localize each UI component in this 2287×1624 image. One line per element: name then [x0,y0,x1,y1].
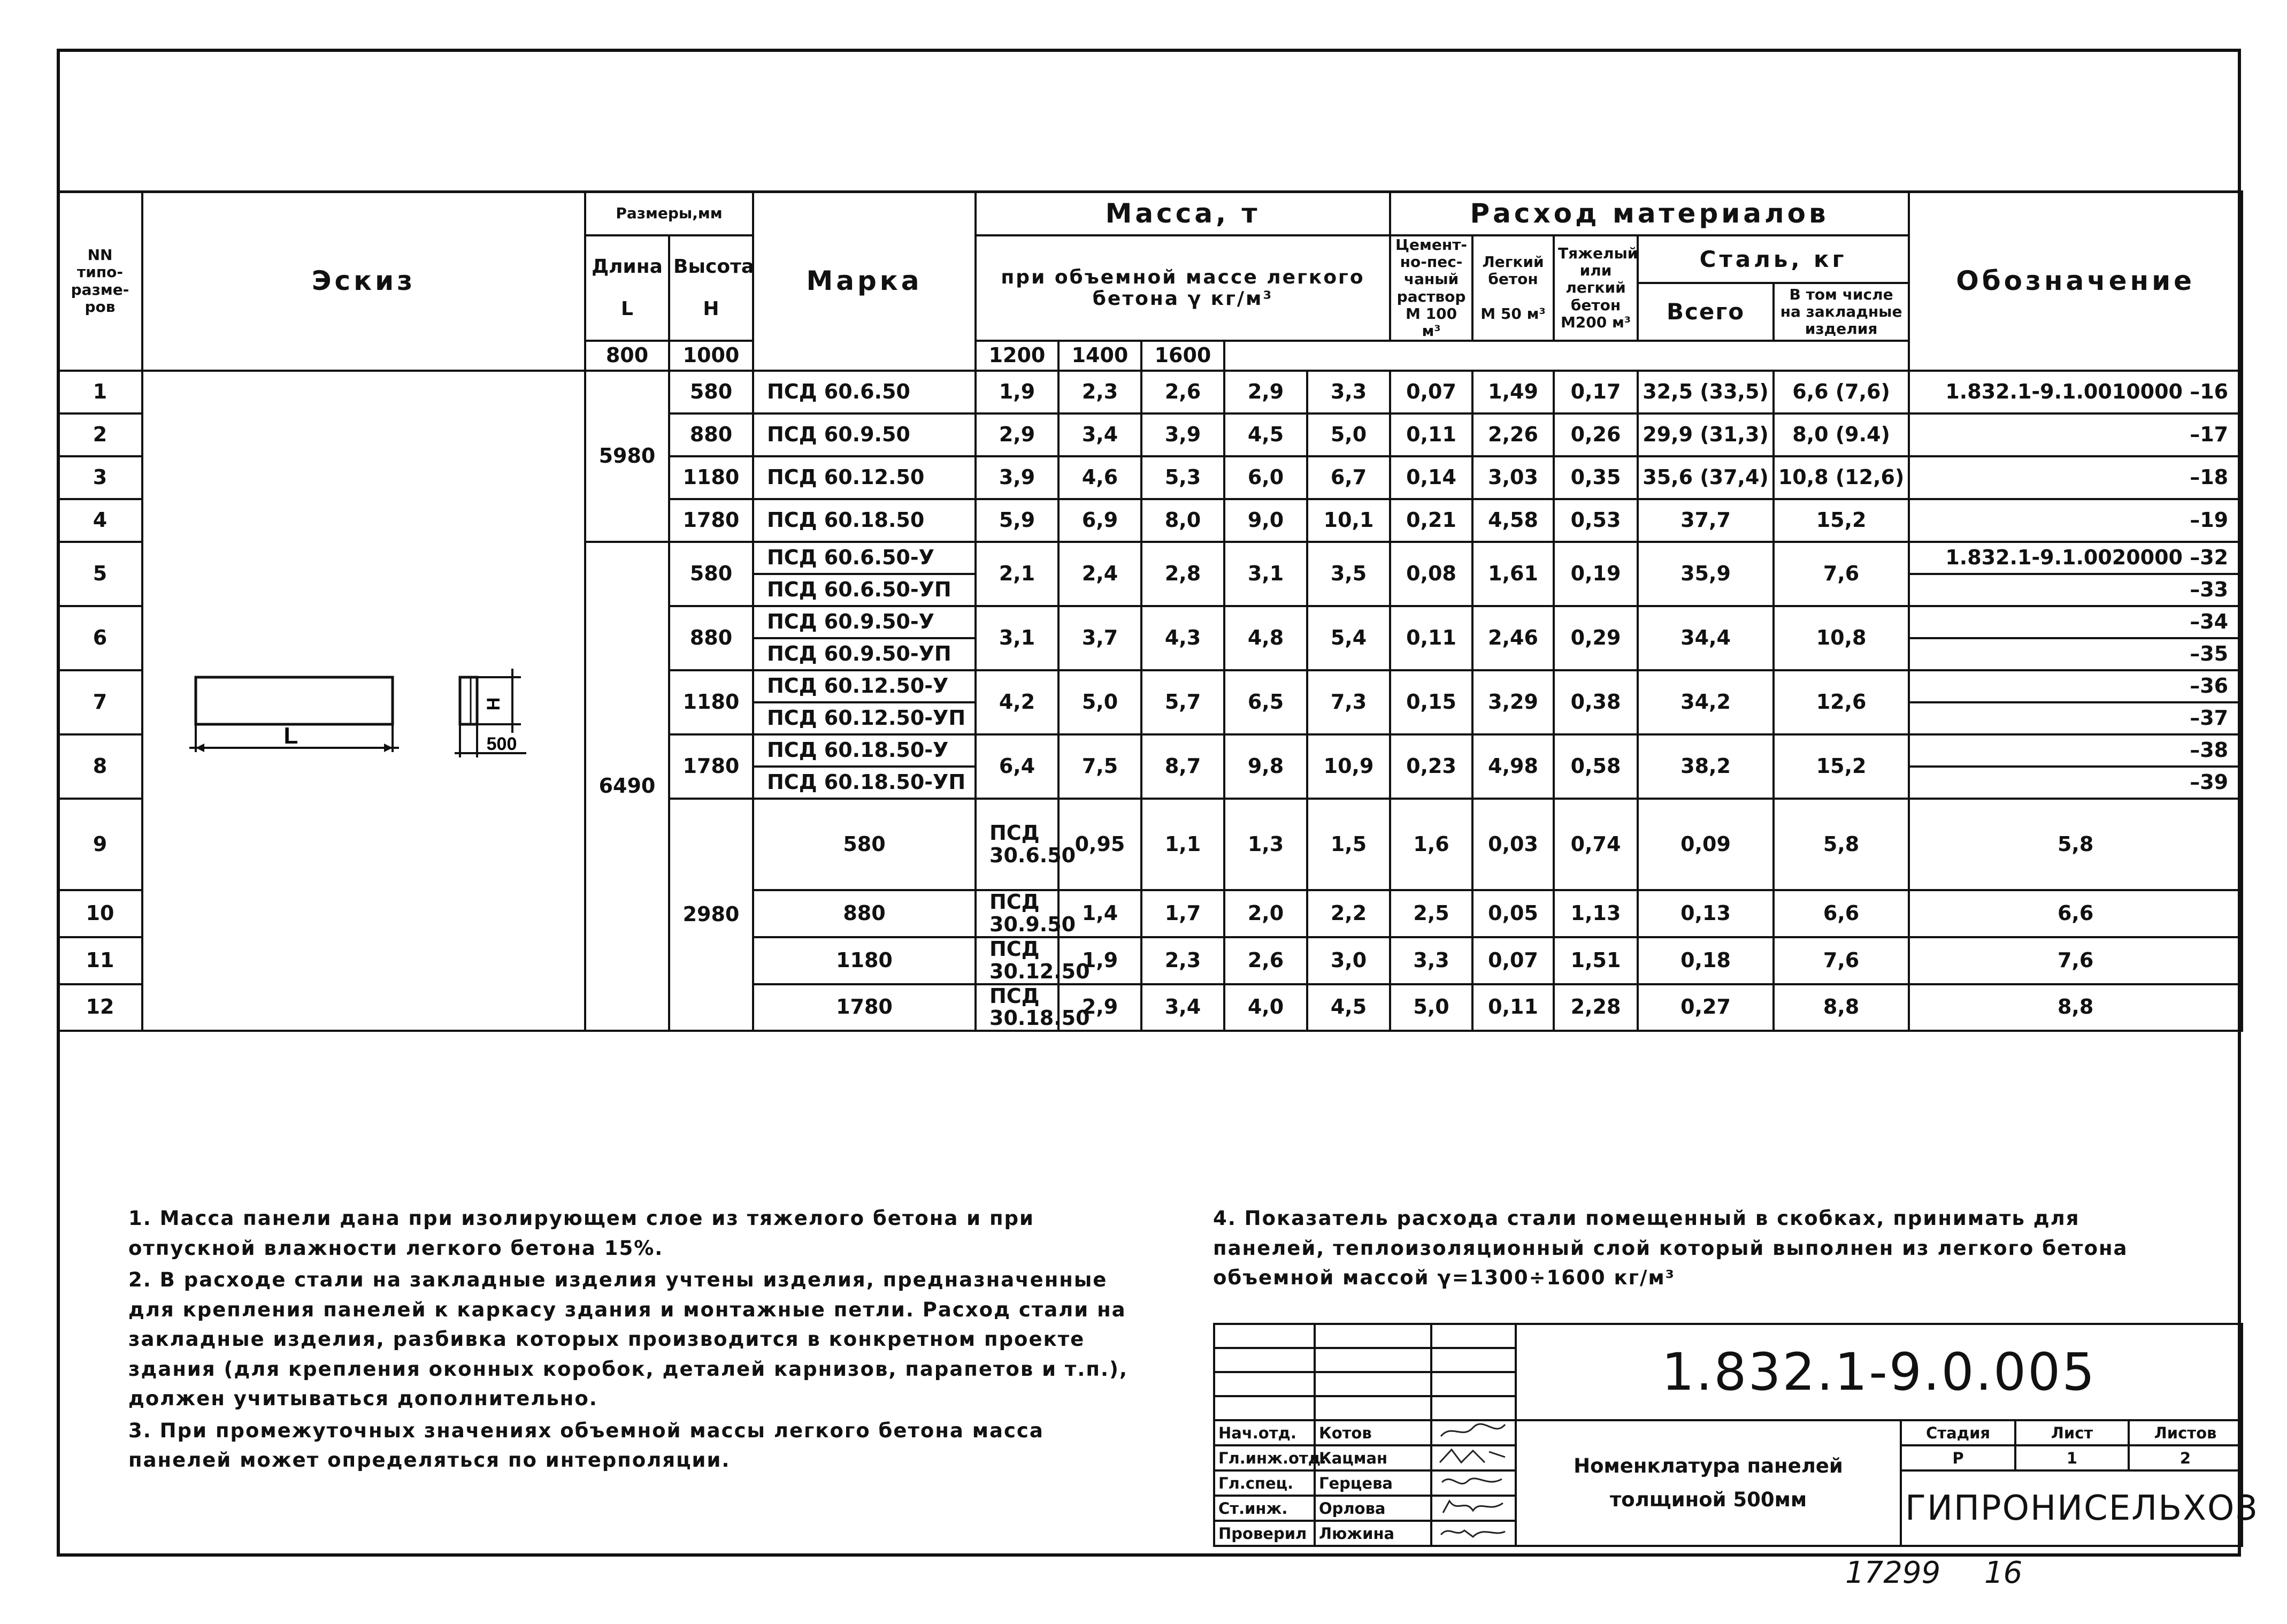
heavy-concrete-value: 0,17 [1554,371,1638,413]
height-value: 580 [669,542,753,606]
stamp-signature [1431,1521,1516,1546]
stamp-empty [1315,1396,1431,1420]
type-number: 7 [58,670,142,734]
stamp-role: Нач.отд. [1214,1420,1315,1445]
steel-embedded-value: 10,8 (12,6) [1774,456,1909,499]
heavy-concrete-value: 0,53 [1554,499,1638,542]
mark-value: ПСД 60.12.50-У [753,670,976,702]
steel-total-value: 7,6 [1774,937,1909,984]
mark-value: ПСД 30.9.50 [976,890,1058,937]
light-concrete-value: 1,61 [1472,542,1554,606]
stage-header: Стадия [1901,1420,2015,1445]
mass-value: 1,3 [1224,799,1307,890]
spec-table [57,190,2243,1032]
mass-value: 2,6 [1224,937,1307,984]
mass-value: 4,3 [1141,606,1224,670]
panel-sketch-drawing [147,629,585,768]
cement-value: 0,14 [1390,456,1472,499]
length-dim-label: L [283,722,298,749]
stamp-role: Проверил [1214,1521,1315,1546]
mass-value: 3,9 [976,456,1058,499]
heavy-concrete-value: 0,58 [1554,734,1638,799]
sheets-value: 2 [2129,1445,2242,1470]
mark-value: ПСД 30.6.50 [976,799,1058,890]
mass-value: 2,0 [1224,890,1307,937]
footer-page-number: 16 [1984,1556,2023,1590]
length-value: 6490 [585,542,669,1031]
mass-value: 0,95 [1058,799,1141,890]
mass-value: 4,6 [1058,456,1141,499]
note-1: 1. Масса панели дана при изолирующем слое из тяжелого бетона и при отпускной влажности легкого бетона 15%. [128,1207,1034,1260]
type-number: 2 [58,413,142,456]
cement-value: 0,15 [1390,670,1472,734]
mass-value: 6,5 [1224,670,1307,734]
mark-value: ПСД 60.12.50-УП [753,702,976,734]
stamp-name: Люжина [1315,1521,1431,1546]
type-number: 12 [58,984,142,1031]
hdr-density-1600: 1600 [1141,341,1224,371]
heavy-concrete-value: 0,18 [1638,937,1774,984]
mass-value: 5,0 [1390,984,1472,1031]
notes-left [128,1204,1150,1477]
steel-total-value: 6,6 [1774,890,1909,937]
steel-total-value: 8,8 [1774,984,1909,1031]
mass-value: 3,0 [1307,937,1390,984]
panel-side-rect [460,677,477,724]
hdr-density-800: 800 [585,341,669,371]
stamp-role: Гл.спец. [1214,1470,1315,1496]
mark-value: ПСД 60.18.50-У [753,734,976,767]
thickness-dim-label: 500 [486,733,517,754]
cement-value: 0,23 [1390,734,1472,799]
stamp-empty [1431,1348,1516,1372]
mass-value: 3,3 [1390,937,1472,984]
mark-value: ПСД 60.18.50-УП [753,767,976,799]
mass-value: 9,0 [1224,499,1307,542]
mass-value: 1,4 [1058,890,1141,937]
height-value: 580 [669,371,753,413]
mass-value: 3,5 [1307,542,1390,606]
mass-value: 3,4 [1058,413,1141,456]
mark-value: ПСД 60.12.50 [753,456,976,499]
hdr-heavy-concrete: Тяжелый или легкий бетон М200 м³ [1554,235,1638,341]
cement-value: 0,21 [1390,499,1472,542]
footer-archive-number: 17299 [1845,1556,1941,1590]
hdr-mark: Марка [753,191,976,371]
hdr-number: NN типо-разме-ров [58,191,142,371]
light-concrete-value: 2,26 [1472,413,1554,456]
document-title: Номенклатура панелей толщиной 500мм [1516,1420,1901,1546]
height-value: 880 [753,890,976,937]
hdr-length: Длина L [585,235,669,341]
designation-value: –17 [1909,413,2242,456]
mass-value: 2,8 [1141,542,1224,606]
mass-value: 8,7 [1141,734,1224,799]
mass-value: 3,9 [1141,413,1224,456]
mass-value: 1,9 [1058,937,1141,984]
hdr-density-1200: 1200 [976,341,1058,371]
type-number: 8 [58,734,142,799]
steel-total-value: 35,9 [1638,542,1774,606]
designation-value: –18 [1909,456,2242,499]
mass-value: 5,0 [1307,413,1390,456]
title-block [1213,1323,2259,1547]
hdr-designation: Обозначение [1909,191,2242,371]
mass-value: 6,7 [1307,456,1390,499]
mass-value: 10,1 [1307,499,1390,542]
designation-value: –19 [1909,499,2242,542]
mass-value: 2,2 [1307,890,1390,937]
designation-value: –39 [1909,767,2242,799]
mass-value: 5,4 [1307,606,1390,670]
hdr-density-1400: 1400 [1058,341,1141,371]
stamp-empty [1315,1324,1431,1348]
heavy-concrete-value: 0,26 [1554,413,1638,456]
panel-front-rect [196,677,393,724]
designation-value: –36 [1909,670,2242,702]
heavy-concrete-value: 0,38 [1554,670,1638,734]
cement-value: 0,11 [1390,606,1472,670]
mass-value: 1,1 [1141,799,1224,890]
steel-embedded-value: 7,6 [1909,937,2242,984]
mark-value: ПСД 60.6.50 [753,371,976,413]
hdr-mass-sub: при объемной массе легкого бетона γ кг/м³ [976,235,1390,341]
mass-value: 1,7 [1141,890,1224,937]
mass-value: 2,3 [1058,371,1141,413]
mass-value: 5,0 [1058,670,1141,734]
mark-value: ПСД 30.18.50 [976,984,1058,1031]
designation-value: –38 [1909,734,2242,767]
mass-value: 2,4 [1058,542,1141,606]
hdr-steel: Сталь, кг [1638,235,1909,283]
mass-value: 5,9 [976,499,1058,542]
stamp-role: Гл.инж.отд. [1214,1445,1315,1470]
mark-value: ПСД 30.12.50 [976,937,1058,984]
mark-value: ПСД 60.9.50 [753,413,976,456]
designation-value: –37 [1909,702,2242,734]
height-value: 1780 [669,734,753,799]
mass-value: 2,9 [1224,371,1307,413]
type-number: 1 [58,371,142,413]
heavy-concrete-value: 0,19 [1554,542,1638,606]
cement-value: 0,08 [1390,542,1472,606]
mass-value: 1,5 [1307,799,1390,890]
cement-value: 0,05 [1472,890,1554,937]
stamp-empty [1214,1372,1315,1396]
height-value: 880 [669,413,753,456]
stage-value: Р [1901,1445,2015,1470]
hdr-sketch: Эскиз [142,191,585,371]
cement-value: 0,03 [1472,799,1554,890]
cement-value: 0,11 [1472,984,1554,1031]
note-3: 3. При промежуточных значениях объемной массы легкого бетона масса панелей может определяться по интерполяции. [128,1419,1044,1472]
mass-value: 10,9 [1307,734,1390,799]
heavy-concrete-value: 0,13 [1638,890,1774,937]
mass-value: 3,1 [1224,542,1307,606]
mark-value: ПСД 60.9.50-У [753,606,976,638]
light-concrete-value: 1,13 [1554,890,1638,937]
hdr-dimensions: Размеры,мм [585,191,753,235]
stamp-empty [1214,1396,1315,1420]
heavy-concrete-value: 0,29 [1554,606,1638,670]
notes-right [1213,1204,2176,1295]
mark-value: ПСД 60.9.50-УП [753,638,976,670]
mass-value: 4,0 [1224,984,1307,1031]
stamp-signature [1431,1470,1516,1496]
stamp-empty [1315,1348,1431,1372]
designation-value: –35 [1909,638,2242,670]
mass-value: 5,7 [1141,670,1224,734]
designation-value: 1.832.1-9.1.0010000 –16 [1909,371,2242,413]
height-value: 1180 [669,456,753,499]
mark-value: ПСД 60.18.50 [753,499,976,542]
steel-embedded-value: 8,0 (9.4) [1774,413,1909,456]
steel-total-value: 34,2 [1638,670,1774,734]
steel-total-value: 37,7 [1638,499,1774,542]
stamp-signature [1431,1445,1516,1470]
stamp-name: Орлова [1315,1496,1431,1521]
stamp-empty [1214,1324,1315,1348]
light-concrete-value: 2,28 [1554,984,1638,1031]
light-concrete-value: 0,74 [1554,799,1638,890]
stamp-name: Герцева [1315,1470,1431,1496]
heavy-concrete-value: 0,09 [1638,799,1774,890]
mass-value: 4,2 [976,670,1058,734]
mark-value: ПСД 60.6.50-У [753,542,976,574]
hdr-cement: Цемент-но-пес-чаный раствор М 100 м³ [1390,235,1472,341]
cement-value: 0,07 [1390,371,1472,413]
stamp-role: Ст.инж. [1214,1496,1315,1521]
mass-value: 3,4 [1141,984,1224,1031]
mass-value: 9,8 [1224,734,1307,799]
stamp-name: Кацман [1315,1445,1431,1470]
table-row [58,371,2242,413]
height-value: 580 [753,799,976,890]
steel-embedded-value: 7,6 [1774,542,1909,606]
mass-value: 2,3 [1141,937,1224,984]
height-value: 1180 [669,670,753,734]
mass-value: 2,5 [1390,890,1472,937]
steel-total-value: 38,2 [1638,734,1774,799]
light-concrete-value: 3,29 [1472,670,1554,734]
stamp-empty [1431,1396,1516,1420]
hdr-mass: Масса, т [976,191,1390,235]
type-number: 10 [58,890,142,937]
mass-value: 2,9 [1058,984,1141,1031]
sheets-header: Листов [2129,1420,2242,1445]
mass-value: 4,5 [1224,413,1307,456]
steel-embedded-value: 6,6 (7,6) [1774,371,1909,413]
steel-total-value: 34,4 [1638,606,1774,670]
light-concrete-value: 1,51 [1554,937,1638,984]
mass-value: 2,6 [1141,371,1224,413]
hdr-materials: Расход материалов [1390,191,1909,235]
light-concrete-value: 4,58 [1472,499,1554,542]
mass-value: 3,7 [1058,606,1141,670]
height-value: 1180 [753,937,976,984]
note-4: 4. Показатель расхода стали помещенный в скобках, принимать для панелей, теплоизоляционный слой который выполнен из легкого бетона объемной массой γ=1300÷1600 кг/м³ [1213,1207,2128,1289]
stamp-signature [1431,1420,1516,1445]
mass-value: 6,0 [1224,456,1307,499]
mass-value: 2,9 [976,413,1058,456]
mass-value: 1,9 [976,371,1058,413]
steel-embedded-value: 8,8 [1909,984,2242,1031]
cement-value: 0,07 [1472,937,1554,984]
steel-embedded-value: 6,6 [1909,890,2242,937]
designation-value: –33 [1909,574,2242,606]
light-concrete-value: 2,46 [1472,606,1554,670]
height-value: 1780 [753,984,976,1031]
type-number: 6 [58,606,142,670]
stamp-signature [1431,1496,1516,1521]
steel-embedded-value: 15,2 [1774,734,1909,799]
type-number: 3 [58,456,142,499]
mass-value: 8,0 [1141,499,1224,542]
mass-value: 5,3 [1141,456,1224,499]
panel-sketch [142,371,585,1031]
steel-total-value: 29,9 (31,3) [1638,413,1774,456]
sheet-header: Лист [2015,1420,2129,1445]
stamp-empty [1431,1324,1516,1348]
type-number: 9 [58,799,142,890]
height-value: 880 [669,606,753,670]
steel-total-value: 35,6 (37,4) [1638,456,1774,499]
heavy-concrete-value: 0,27 [1638,984,1774,1031]
steel-embedded-value: 10,8 [1774,606,1909,670]
hdr-steel-total: Всего [1638,283,1774,341]
steel-total-value: 32,5 (33,5) [1638,371,1774,413]
cement-value: 0,11 [1390,413,1472,456]
light-concrete-value: 1,49 [1472,371,1554,413]
steel-embedded-value: 5,8 [1909,799,2242,890]
mark-value: ПСД 60.6.50-УП [753,574,976,606]
hdr-density-1000: 1000 [669,341,753,371]
designation-value: –34 [1909,606,2242,638]
mass-value: 1,6 [1390,799,1472,890]
steel-embedded-value: 12,6 [1774,670,1909,734]
heavy-concrete-value: 0,35 [1554,456,1638,499]
light-concrete-value: 3,03 [1472,456,1554,499]
type-number: 4 [58,499,142,542]
mass-value: 3,3 [1307,371,1390,413]
mass-value: 6,4 [976,734,1058,799]
hdr-light-concrete: Легкий бетон М 50 м³ [1472,235,1554,341]
steel-total-value: 5,8 [1774,799,1909,890]
length-value: 5980 [585,371,669,542]
type-number: 11 [58,937,142,984]
designation-value: 1.832.1-9.1.0020000 –32 [1909,542,2242,574]
stamp-empty [1431,1372,1516,1396]
length-value: 2980 [669,799,753,1031]
mass-value: 7,3 [1307,670,1390,734]
stamp-name: Котов [1315,1420,1431,1445]
steel-embedded-value: 15,2 [1774,499,1909,542]
note-2: 2. В расходе стали на закладные изделия учтены изделия, предназначенные для крепления панелей к каркасу здания и монтажные петли. Расход стали на закладные изделия, разбивка которых производится в конкретном проекте здания (для крепления оконных коробок, деталей карнизов, парапетов и т.п.), должен учитываться дополнительно. [128,1268,1129,1410]
stamp-empty [1315,1372,1431,1396]
mass-value: 2,1 [976,542,1058,606]
mass-value: 4,8 [1224,606,1307,670]
hdr-height: Высота H [669,235,753,341]
organization-name: ГИПРОНИСЕЛЬХОЗ [1901,1470,2242,1546]
mass-value: 3,1 [976,606,1058,670]
document-code: 1.832.1-9.0.005 [1516,1324,2242,1420]
height-value: 1780 [669,499,753,542]
stamp-empty [1214,1348,1315,1372]
type-number: 5 [58,542,142,606]
mass-value: 4,5 [1307,984,1390,1031]
light-concrete-value: 4,98 [1472,734,1554,799]
height-dim-label: H [484,697,504,710]
mass-value: 7,5 [1058,734,1141,799]
mass-value: 6,9 [1058,499,1141,542]
hdr-steel-embedded: В том числе на закладные изделия [1774,283,1909,341]
sheet-value: 1 [2015,1445,2129,1470]
